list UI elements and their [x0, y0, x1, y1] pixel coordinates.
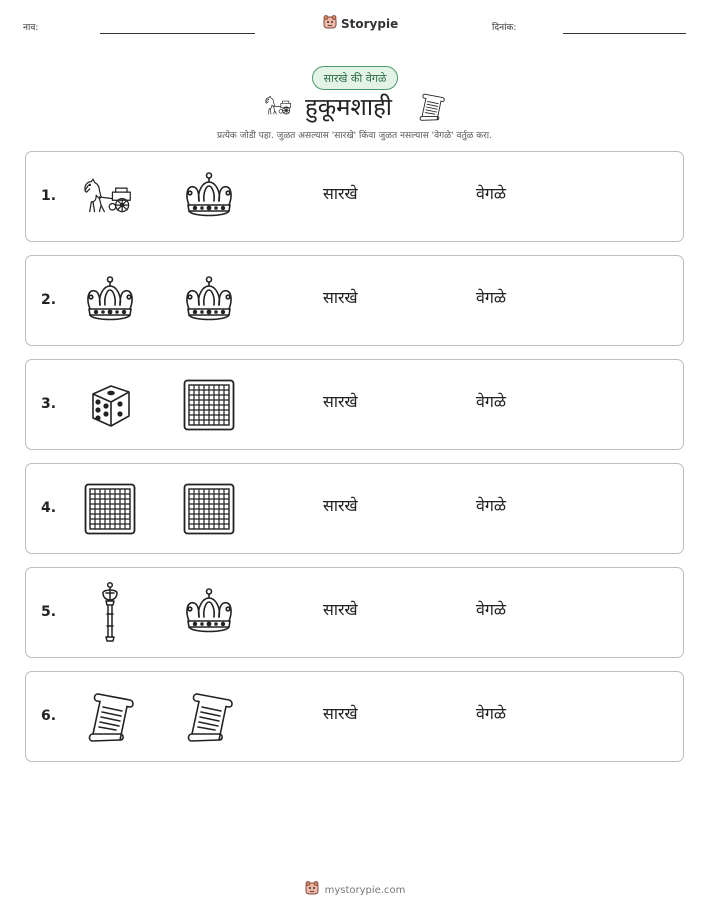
question-number: 3.	[41, 396, 57, 412]
question-number: 5.	[41, 604, 57, 620]
question-number: 1.	[41, 188, 57, 204]
date-blank-line[interactable]	[563, 33, 686, 34]
footer-site: mystorypie.com	[324, 884, 406, 896]
option-same[interactable]: सारखे	[323, 704, 358, 723]
question-card	[25, 255, 684, 346]
title-row	[0, 88, 709, 124]
option-different[interactable]: वेगळे	[476, 288, 507, 307]
option-different[interactable]: वेगळे	[476, 184, 507, 203]
question-number: 4.	[41, 500, 57, 516]
scroll-icon	[417, 92, 446, 126]
grid-board-icon	[179, 377, 239, 433]
question-card	[25, 567, 684, 658]
question-number: 6.	[41, 708, 57, 724]
option-different[interactable]: वेगळे	[476, 496, 507, 515]
option-different[interactable]: वेगळे	[476, 704, 507, 723]
option-same[interactable]: सारखे	[323, 288, 358, 307]
scepter-icon	[80, 585, 140, 641]
date-label: दिनांक:	[492, 23, 517, 33]
crown-icon	[80, 273, 140, 329]
scroll-icon	[179, 689, 239, 745]
brand-logo	[322, 14, 398, 34]
option-same[interactable]: सारखे	[323, 184, 358, 203]
mascot-icon	[304, 880, 320, 900]
option-different[interactable]: वेगळे	[476, 600, 507, 619]
dice-icon	[80, 377, 140, 433]
grid-board-icon	[179, 481, 239, 537]
question-number: 2.	[41, 292, 57, 308]
carriage-icon	[263, 95, 296, 121]
category-badge: सारखे की वेगळे	[312, 66, 398, 90]
crown-icon	[179, 273, 239, 329]
crown-icon	[179, 585, 239, 641]
grid-board-icon	[80, 481, 140, 537]
option-different[interactable]: वेगळे	[476, 392, 507, 411]
name-label: नाव:	[23, 23, 39, 33]
question-card	[25, 151, 684, 242]
brand-name: Storypie	[341, 17, 399, 31]
option-same[interactable]: सारखे	[323, 392, 358, 411]
worksheet-header	[0, 12, 709, 42]
name-blank-line[interactable]	[100, 33, 255, 34]
option-same[interactable]: सारखे	[323, 600, 358, 619]
footer	[0, 880, 709, 900]
option-same[interactable]: सारखे	[323, 496, 358, 515]
crown-icon	[179, 169, 239, 225]
carriage-icon	[80, 169, 140, 225]
question-card	[25, 671, 684, 762]
instructions: प्रत्येक जोडी पहा. जुळत असल्यास 'सारखे' किंवा जुळत नसल्यास 'वेगळे' वर्तुळ करा.	[216, 131, 492, 141]
page-title: हुकूमशाही	[305, 93, 393, 121]
question-card	[25, 463, 684, 554]
mascot-icon	[322, 14, 338, 34]
scroll-icon	[80, 689, 140, 745]
question-card	[25, 359, 684, 450]
